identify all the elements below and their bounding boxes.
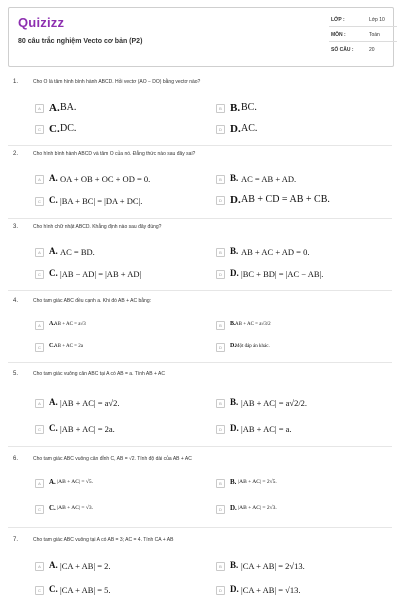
option-text: AB + AC = a√3 <box>54 322 86 327</box>
option-text: |CA + AB| = √13. <box>241 585 301 595</box>
option-letter: D. <box>230 123 241 135</box>
option-letter: D. <box>230 343 236 349</box>
answer-checkbox[interactable]: C <box>35 505 44 514</box>
option-text: BA. <box>60 102 77 113</box>
option-c[interactable] <box>35 423 205 436</box>
option-text: AC = BD. <box>60 247 95 257</box>
answer-checkbox[interactable]: B <box>216 562 225 571</box>
meta-value-class: Lớp 10 <box>369 17 385 23</box>
question-text: Cho hình bình hành ABCD và tâm O của nó. Đẳng thức nào sau đây sai? <box>33 151 196 157</box>
option-letter: C. <box>49 504 56 512</box>
option-text: AB + AC = 2a <box>54 344 83 349</box>
worksheet-header <box>8 7 394 67</box>
option-a[interactable] <box>35 318 205 331</box>
answer-checkbox[interactable]: D <box>216 270 225 279</box>
option-text: |AB + AC| = √3. <box>57 505 94 511</box>
option-text: OA + OB + OC + OD = 0. <box>60 174 151 184</box>
question-text: Cho tam giác ABC vuông tại A có AB = 3; AC = 4. Tính CA + AB <box>33 537 174 543</box>
option-text: AC. <box>241 123 258 134</box>
question-text: Cho tam giác ABC đều cạnh a. Khi đó AB + AC bằng: <box>33 298 151 304</box>
question-text: Cho O là tâm hình bình hành ABCD. Hỏi vectơ (AO − DO) bằng vectơ nào? <box>33 79 201 85</box>
answer-checkbox[interactable]: B <box>216 479 225 488</box>
option-text: |AB + AC| = 2√3. <box>238 505 277 511</box>
option-d[interactable] <box>216 123 386 136</box>
question-number: 4. <box>13 298 19 304</box>
option-b[interactable] <box>216 476 386 489</box>
meta-value-count: 20 <box>369 47 375 53</box>
question-number: 1. <box>13 79 19 85</box>
option-letter: A. <box>49 173 58 183</box>
option-a[interactable] <box>35 246 205 259</box>
option-letter: C. <box>49 123 60 135</box>
option-letter: B. <box>230 102 241 114</box>
option-text: |CA + AB| = 2. <box>60 561 111 571</box>
option-c[interactable] <box>35 502 205 515</box>
question-text: Cho tam giác vuông cân ABC tại A có AB = a. Tính AB + AC <box>33 371 165 377</box>
option-letter: D. <box>230 423 239 433</box>
meta-divider <box>329 41 397 42</box>
answer-checkbox[interactable]: D <box>216 196 225 205</box>
question-divider <box>8 527 392 528</box>
answer-checkbox[interactable]: D <box>216 343 225 352</box>
option-c[interactable] <box>35 195 205 208</box>
option-letter: A. <box>49 560 58 570</box>
option-d[interactable] <box>216 502 386 515</box>
answer-checkbox[interactable]: B <box>216 321 225 330</box>
option-c[interactable] <box>35 340 205 353</box>
option-text: AB + AC = a√3/2 <box>235 322 271 327</box>
answer-checkbox[interactable]: C <box>35 197 44 206</box>
option-text: |AB + AC| = a. <box>241 424 292 434</box>
question-divider <box>8 362 392 363</box>
option-d[interactable] <box>216 194 386 207</box>
answer-checkbox[interactable]: D <box>216 125 225 134</box>
answer-checkbox[interactable]: C <box>35 586 44 595</box>
meta-label-subject: MÔN : <box>331 32 346 38</box>
question-number: 2. <box>13 151 19 157</box>
option-letter: C. <box>49 584 58 594</box>
option-letter: A. <box>49 246 58 256</box>
answer-checkbox[interactable]: A <box>35 479 44 488</box>
option-letter: C. <box>49 343 55 349</box>
option-letter: B. <box>230 478 237 486</box>
answer-checkbox[interactable]: A <box>35 104 44 113</box>
option-text: |AB + AC| = 2√5. <box>238 479 277 485</box>
answer-checkbox[interactable]: A <box>35 399 44 408</box>
option-d[interactable] <box>216 584 386 597</box>
question-divider <box>8 145 392 146</box>
quizizz-logo: Quizizz <box>18 15 65 30</box>
answer-checkbox[interactable]: D <box>216 505 225 514</box>
answer-checkbox[interactable]: A <box>35 562 44 571</box>
option-letter: C. <box>49 268 58 278</box>
option-d[interactable] <box>216 340 386 353</box>
question-text: Cho tam giác ABC vuông cân đỉnh C, AB = √2. Tính độ dài của AB + AC <box>33 456 192 462</box>
question-number: 6. <box>13 456 19 462</box>
answer-checkbox[interactable]: C <box>35 343 44 352</box>
meta-label-count: SỐ CÂU : <box>331 47 354 53</box>
option-a[interactable] <box>35 560 205 573</box>
answer-checkbox[interactable]: B <box>216 399 225 408</box>
option-letter: D. <box>230 584 239 594</box>
option-text: |BC + BD| = |AC − AB|. <box>241 269 324 279</box>
option-d[interactable] <box>216 268 386 281</box>
meta-divider <box>329 26 397 27</box>
option-b[interactable] <box>216 397 386 410</box>
question-divider <box>8 446 392 447</box>
question-divider <box>8 290 392 291</box>
option-a[interactable] <box>35 476 205 489</box>
option-b[interactable] <box>216 173 386 186</box>
option-text: |BA + BC| = |DA + DC|. <box>60 196 143 206</box>
option-b[interactable] <box>216 246 386 259</box>
answer-checkbox[interactable]: A <box>35 175 44 184</box>
option-text: |AB + AC| = a√2. <box>60 398 120 408</box>
option-text: DC. <box>60 123 77 134</box>
option-d[interactable] <box>216 423 386 436</box>
option-a[interactable] <box>35 173 205 186</box>
option-letter: B. <box>230 397 239 407</box>
option-a[interactable] <box>35 102 205 115</box>
question-text: Cho hình chữ nhật ABCD. Khẳng định nào sau đây đúng? <box>33 224 162 230</box>
answer-checkbox[interactable]: B <box>216 104 225 113</box>
question-divider <box>8 218 392 219</box>
question-number: 7. <box>13 537 19 543</box>
option-letter: A. <box>49 478 56 486</box>
option-letter: C. <box>49 195 58 205</box>
question-number: 5. <box>13 371 19 377</box>
option-letter: B. <box>230 560 239 570</box>
option-a[interactable] <box>35 397 205 410</box>
option-letter: D. <box>230 194 241 206</box>
option-text: BC. <box>241 102 257 113</box>
answer-checkbox[interactable]: C <box>35 125 44 134</box>
option-text: |AB + AC| = a√2/2. <box>241 398 308 408</box>
answer-checkbox[interactable]: D <box>216 425 225 434</box>
question-number: 3. <box>13 224 19 230</box>
option-c[interactable] <box>35 584 205 597</box>
option-text: |AB − AD| = |AB + AD| <box>60 269 142 279</box>
answer-checkbox[interactable]: D <box>216 586 225 595</box>
option-b[interactable] <box>216 318 386 331</box>
answer-checkbox[interactable]: B <box>216 248 225 257</box>
answer-checkbox[interactable]: B <box>216 175 225 184</box>
option-text: AB + CD = AB + CB. <box>241 194 330 205</box>
option-letter: B. <box>230 321 236 327</box>
meta-label-class: LỚP : <box>331 17 345 23</box>
option-text: |AB + AC| = 2a. <box>60 424 115 434</box>
option-letter: D. <box>230 504 237 512</box>
option-letter: B. <box>230 246 239 256</box>
option-b[interactable] <box>216 102 386 115</box>
option-text: |AB + AC| = √5. <box>57 479 94 485</box>
worksheet-title: 80 câu trắc nghiệm Vecto cơ bản (P2) <box>18 38 143 45</box>
option-letter: A. <box>49 321 55 327</box>
meta-value-subject: Toán <box>369 32 380 38</box>
option-text: Một đáp án khác. <box>235 344 270 349</box>
option-c[interactable] <box>35 123 205 136</box>
option-text: AC = AB + AD. <box>241 174 297 184</box>
answer-checkbox[interactable]: A <box>35 321 44 330</box>
option-letter: A. <box>49 102 60 114</box>
option-letter: A. <box>49 397 58 407</box>
answer-checkbox[interactable]: C <box>35 425 44 434</box>
option-text: |CA + AB| = 5. <box>60 585 111 595</box>
answer-checkbox[interactable]: C <box>35 270 44 279</box>
option-letter: C. <box>49 423 58 433</box>
option-letter: B. <box>230 173 239 183</box>
option-text: |CA + AB| = 2√13. <box>241 561 305 571</box>
option-c[interactable] <box>35 268 205 281</box>
answer-checkbox[interactable]: A <box>35 248 44 257</box>
option-letter: D. <box>230 268 239 278</box>
option-b[interactable] <box>216 560 386 573</box>
option-text: AB + AC + AD = 0. <box>241 247 310 257</box>
